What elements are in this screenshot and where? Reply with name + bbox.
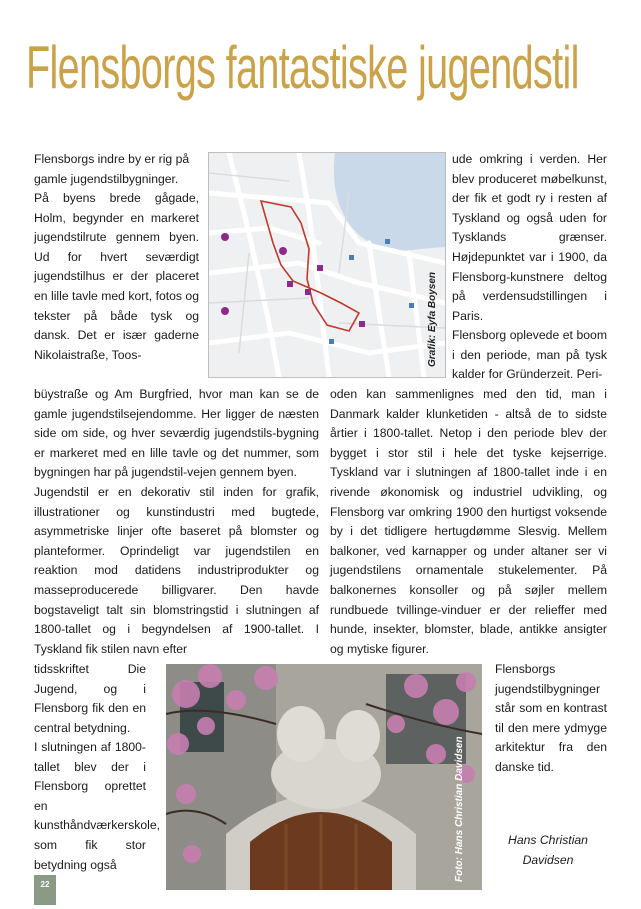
paragraph-intro: Flensborgs indre by er rig på gamle jugendstilbygninger. [34, 152, 190, 186]
route-map [208, 152, 446, 378]
building-photo [166, 664, 482, 890]
author-signature [478, 830, 618, 870]
paragraph-furniture: ude omkring i verden. Her blev produceret møbelkunst, der fik et godt ry i resten af Tyskland og også uden for Tysklands grænser. Højdepunktet var i 1900, da Flensborg-kunstnere deltog på verdensudstillingen i Paris. [452, 152, 607, 323]
map-credit: Grafik: Eyfa Boysen [427, 271, 438, 367]
paragraph-school: I slutningen af 1800-tallet blev der i Flensborg oprettet en kunsthåndværkerskole, som fik stor betydning også [34, 740, 160, 872]
paragraph-streets: büystraße og Am Burgfried, hvor man kan se de gamle jugendstilsejendomme. Her ligger de næsten side om side, og hver seværdig jugendstils-bygning er markeret med en lille tavle og det nummer, som bygningen har på jugendstil-vejen gennem byen. [34, 387, 319, 480]
facade-illustration [166, 664, 482, 890]
paragraph-jugend: tidsskriftet Die Jugend, og i Flensborg fik den en central betydning. [34, 662, 146, 735]
paragraph-contrast: Flensborgs jugendstilbygninger står som en kontrast til den mere ydmyge arkitektur fra den danske tid. [495, 662, 607, 774]
map-graphic [209, 153, 445, 377]
page-number: 22 [34, 875, 56, 905]
photo-credit: Foto: Hans Christian Davidsen [454, 736, 465, 882]
paragraph-definition: Jugendstil er en dekorativ stil inden for grafik, illustrationer og kunstindustri med bugtede, asymmetriske linjer ofte baseret på blomster og planteformer. Oprindeligt var jugendstilen en reaktion mod datidens industriprodukter og masseproducerede billigvarer. Den havde bogstaveligt talt sin blomstringstid i slutningen af 1800-tallet og i begyndelsen af 1900-tallet. I Tyskland fik stilen navn efter [34, 485, 319, 656]
page-title: Flensborgs fantastiske jugendstil [26, 34, 579, 101]
author-last-name: Davidsen [522, 853, 574, 867]
paragraph-route: På byens brede gågade, Holm, begynder en markeret jugendstilrute gennem byen. Ud for hvert seværdigt jugendstilhus er der placeret en lille tavle med kort, fotos og tekster på både tysk og dansk. Det er især gaderne Nikolaistraße, Toos- [34, 191, 199, 362]
paragraph-gruenderzeit: oden kan sammenlignes med den tid, man i Danmark kalder klunketiden - altså de to sidste årtier i 1800-tallet. Netop i den periode blev der bygget i stor stil i hele det tyske kejserrige. Tyskland var i slutningen af 1800-tallet inde i en rivende økonomisk og industriel udvikling, og Flensborg var omkring 1900 den hurtigst voksende by i det tidligere hertugdømme Slesvig. Mellem balkoner, ved karnapper og under altaner ser vi jugendstilens ornamentale stukelementer. På balkonernes konsoller og på søjler mellem rundbuede tvillinge-vinduer er der relieffer med hunde, insekter, blomster, blade, antikke ansigter og mytiske figurer. [330, 387, 607, 656]
paragraph-boom: Flensborg oplevede et boom i den periode, man på tysk kalder for Gründerzeit. Peri- [452, 328, 607, 382]
author-first-name: Hans Christian [508, 833, 588, 847]
